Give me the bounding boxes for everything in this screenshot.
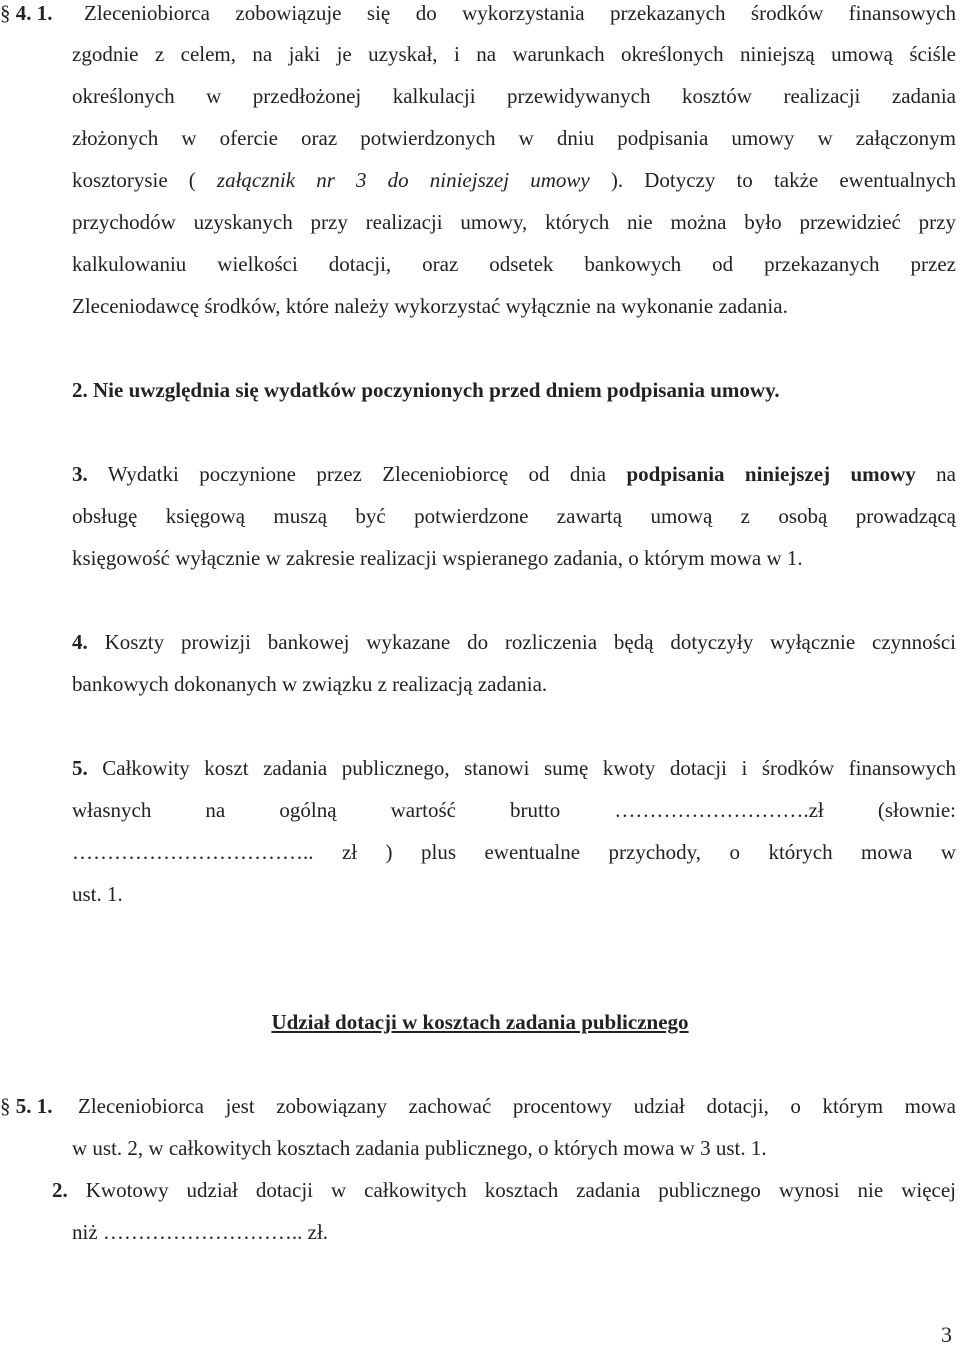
s4-text-line-7: kalkulowaniu wielkości dotacji, oraz odsetek bankowych od przekazanych przez — [72, 252, 956, 276]
annex-reference: załącznik nr 3 do niniejszej umowy — [216, 168, 590, 192]
s4-text-line-1: Zleceniobiorca zobowiązuje się do wykorzystania przekazanych środków finansowych — [84, 1, 956, 25]
s4-text-line-8: Zleceniodawcę środków, które należy wykorzystać wyłącznie na wykonanie zadania. — [72, 294, 788, 318]
s4-paragraph-2: 2. Nie uwzględnia się wydatków poczynionych przed dniem podpisania umowy. — [72, 378, 780, 402]
s4-text-line-5: kosztorysie ( załącznik nr 3 do niniejszej umowy ). Dotyczy to także ewentualnych — [72, 168, 956, 192]
page-number: 3 — [941, 1322, 952, 1347]
section-5-line-1 — [0, 1093, 53, 1119]
s4-text-line-4: złożonych w ofercie oraz potwierdzonych w dniu podpisania umowy w załączonym — [72, 126, 956, 150]
section-4-line-1 — [0, 0, 53, 26]
section-5-number: 5. 1. — [15, 1094, 53, 1118]
section-heading: Udział dotacji w kosztach zadania publicznego — [271, 1010, 689, 1034]
paragraph-sign: § — [0, 1, 11, 25]
s4-p3-line-2: obsługę księgową muszą być potwierdzone zawartą umową z osobą prowadzącą — [72, 504, 956, 528]
s4-p3-line-3: księgowość wyłącznie w zakresie realizacji wspieranego zadania, o którym mowa w 1. — [72, 546, 803, 570]
section-4-number: 4. 1. — [15, 1, 53, 25]
s5-p2-line-1: 2. Kwotowy udział dotacji w całkowitych kosztach zadania publicznego wynosi nie więcej — [52, 1178, 956, 1202]
s4-p5-line-2: własnych na ogólną wartość brutto ……………………….zł (słownie: — [72, 798, 956, 822]
s4-text-line-3: określonych w przedłożonej kalkulacji przewidywanych kosztów realizacji zadania — [72, 84, 956, 108]
s4-p5-line-4: ust. 1. — [72, 882, 123, 906]
s5-p2-line-2: niż ……………………….. zł. — [72, 1220, 329, 1244]
s5-text-line-1: Zleceniobiorca jest zobowiązany zachować procentowy udział dotacji, o którym mowa — [78, 1094, 956, 1118]
signing-emphasis: podpisania niniejszej umowy — [626, 462, 916, 486]
s4-p5-line-1: 5. Całkowity koszt zadania publicznego, stanowi sumę kwoty dotacji i środków finansowych — [72, 756, 956, 780]
s4-p4-line-2: bankowych dokonanych w związku z realizacją zadania. — [72, 672, 548, 696]
s4-p4-line-1: 4. Koszty prowizji bankowej wykazane do rozliczenia będą dotyczyły wyłącznie czynności — [72, 630, 956, 654]
s4-text-line-6: przychodów uzyskanych przy realizacji umowy, których nie można było przewidzieć przy — [72, 210, 956, 234]
s4-p5-line-3: …………………………….. zł ) plus ewentualne przychody, o których mowa w — [72, 840, 956, 864]
s5-text-line-2: w ust. 2, w całkowitych kosztach zadania publicznego, o których mowa w 3 ust. 1. — [72, 1136, 767, 1160]
s4-p3-line-1: 3. Wydatki poczynione przez Zleceniobiorcę od dnia podpisania niniejszej umowy na — [72, 462, 957, 486]
paragraph-sign: § — [0, 1094, 11, 1118]
s4-text-line-2: zgodnie z celem, na jaki je uzyskał, i na warunkach określonych niniejszą umową ściśle — [72, 42, 956, 66]
